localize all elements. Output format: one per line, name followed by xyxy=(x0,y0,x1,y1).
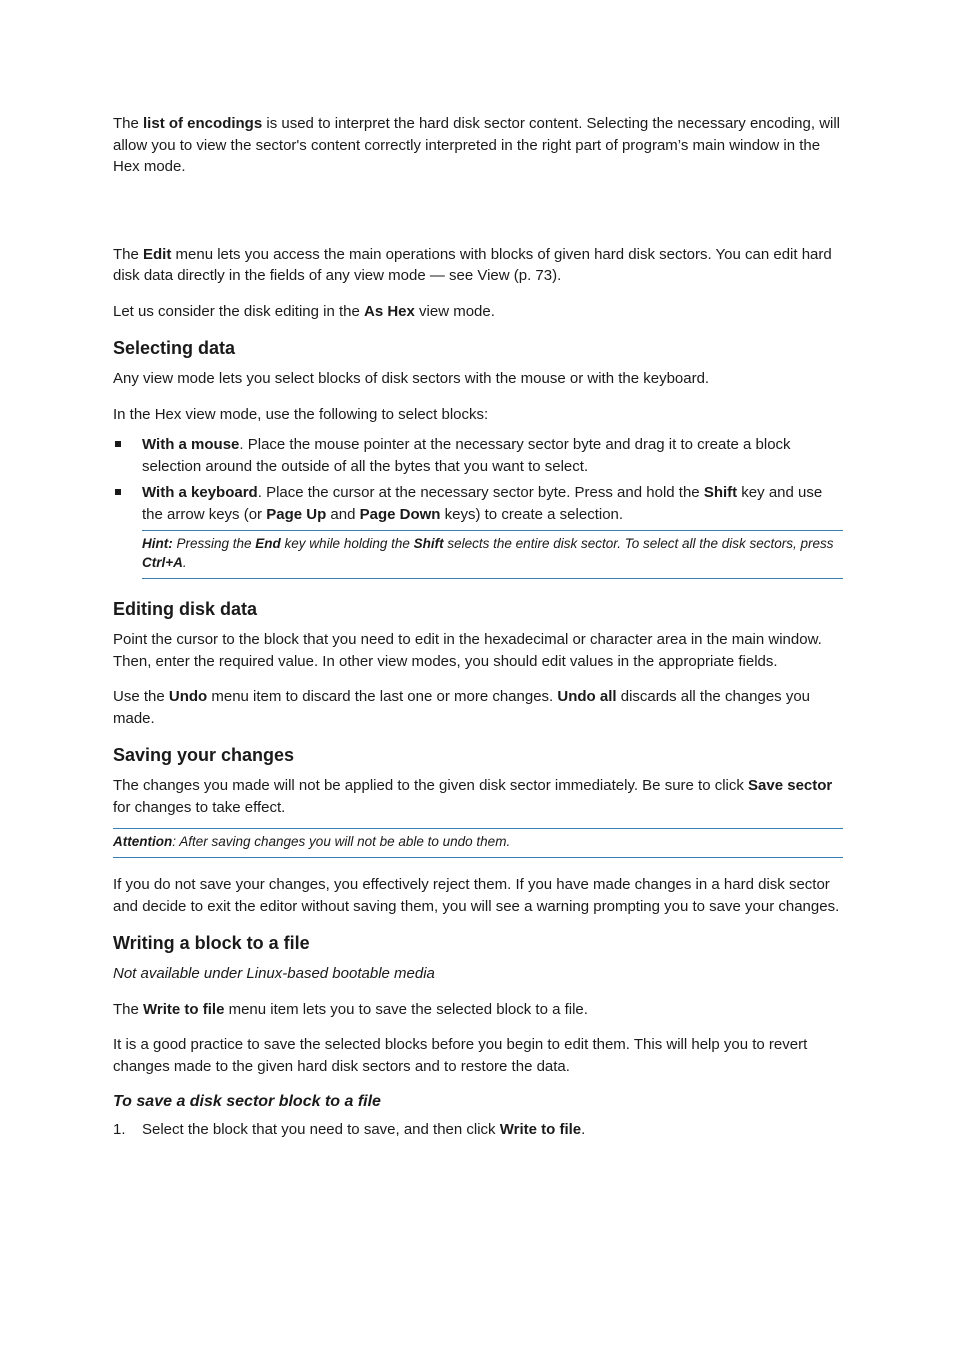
hint-note: Hint: Pressing the End key while holding the Shift selects the entire disk sector. To select all the disk sectors, press Ctrl+A. xyxy=(142,530,843,579)
write-to-file-paragraph: The Write to file menu item lets you to save the selected block to a file. xyxy=(113,1000,588,1018)
saving-paragraph-2: If you do not save your changes, you effectively reject them. If you have made changes in a hard disk sector and decide to exit the editor without saving them, you will see a warning prompting you to save your changes. xyxy=(113,876,840,915)
procedure-steps xyxy=(113,1119,843,1141)
saving-paragraph-1: The changes you made will not be applied to the given disk sector immediately. Be sure to click Save sector for changes to take effect. xyxy=(113,777,833,816)
attention-note: Attention: After saving changes you will not be able to undo them. xyxy=(113,828,843,858)
good-practice-paragraph: It is a good practice to save the selected blocks before you begin to edit them. This will help you to revert changes made to the given hard disk sectors and to restore the data. xyxy=(113,1036,808,1075)
bullet-square-icon xyxy=(115,441,121,447)
list-item: With a mouse. Place the mouse pointer at the necessary sector byte and drag it to create a block selection around the outside of all the bytes that you want to select. xyxy=(113,434,843,477)
list-item: With a keyboard. Place the cursor at the necessary sector byte. Press and hold the Shift key and use the arrow keys (or Page Up and Page Down keys) to create a selection. xyxy=(113,482,843,525)
selecting-paragraph-1: Any view mode lets you select blocks of disk sectors with the mouse or with the keyboard. xyxy=(113,370,710,387)
encodings-paragraph: The list of encodings is used to interpret the hard disk sector content. Selecting the necessary encoding, will allow you to view the sector's content correctly interpreted in the right part of program’s main window in the Hex mode. xyxy=(113,115,841,175)
selecting-data-heading: Selecting data xyxy=(113,338,236,358)
as-hex-paragraph: Let us consider the disk editing in the As Hex view mode. xyxy=(113,302,495,320)
linux-availability-note: Not available under Linux-based bootable media xyxy=(113,965,435,982)
selection-methods-list xyxy=(113,434,843,525)
editing-disk-data-heading: Editing disk data xyxy=(113,599,258,619)
editing-paragraph-1: Point the cursor to the block that you need to edit in the hexadecimal or character area in the main window. Then, enter the required value. In other view modes, you should edit values in the appropriate fields. xyxy=(113,631,822,670)
bullet-square-icon xyxy=(115,489,121,495)
writing-block-heading: Writing a block to a file xyxy=(113,933,310,953)
document-page xyxy=(113,113,843,1141)
procedure-title: To save a disk sector block to a file xyxy=(113,1093,381,1110)
selecting-paragraph-2: In the Hex view mode, use the following to select blocks: xyxy=(113,405,489,423)
edit-menu-paragraph: The Edit menu lets you access the main operations with blocks of given hard disk sectors. You can edit hard disk data directly in the fields of any view mode — see View (p. 73). xyxy=(113,245,832,284)
saving-changes-heading: Saving your changes xyxy=(113,745,295,765)
list-item: 1. Select the block that you need to save, and then click Write to file. xyxy=(113,1121,586,1138)
editing-paragraph-2: Use the Undo menu item to discard the last one or more changes. Undo all discards all the changes you made. xyxy=(113,688,811,727)
